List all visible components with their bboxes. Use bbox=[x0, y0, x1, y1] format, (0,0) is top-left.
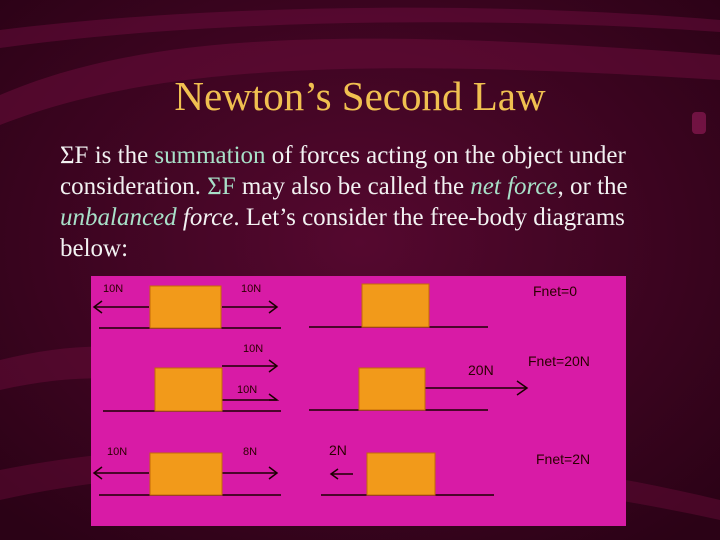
slide-body-text bbox=[60, 140, 660, 264]
block-3 bbox=[155, 368, 222, 411]
body-text-6: . Let’s consider the free-body diagrams below: bbox=[60, 204, 625, 262]
row2-net-force-label: Fnet=20N bbox=[528, 353, 590, 369]
sigma-f-highlight: ΣF bbox=[207, 173, 236, 200]
arrowhead bbox=[269, 394, 277, 400]
unbalanced-term: unbalanced bbox=[60, 204, 177, 231]
row1-left-force-label: 10N bbox=[103, 283, 124, 295]
block-6 bbox=[367, 453, 435, 495]
block-1 bbox=[150, 286, 221, 328]
net-force-term: net force bbox=[470, 173, 558, 200]
slide-title: Newton’s Second Law bbox=[174, 73, 546, 119]
diagrams-drawing bbox=[91, 276, 626, 526]
body-text-4: , or the bbox=[557, 173, 628, 200]
row3-left-force-2-label: 2N bbox=[329, 442, 347, 458]
force-term: force bbox=[182, 204, 234, 231]
row3-net-force-label: Fnet=2N bbox=[536, 451, 591, 467]
summation-highlight: summation bbox=[154, 142, 266, 169]
free-body-diagrams-panel bbox=[91, 276, 626, 526]
row2-top-force-label: 10N bbox=[243, 343, 264, 355]
row1-net-force-label: Fnet=0 bbox=[533, 283, 577, 299]
block-4 bbox=[359, 368, 425, 410]
row2-bottom-force-label: 10N bbox=[237, 384, 258, 396]
body-text-1: ΣF is the bbox=[60, 142, 155, 169]
body-text-2: of forces acting on the object under consideration. bbox=[60, 142, 626, 200]
block-2 bbox=[362, 284, 429, 327]
row3-right-force-label: 8N bbox=[243, 446, 258, 458]
row1-right-force-label: 10N bbox=[241, 283, 262, 295]
body-text-3: may also be called the bbox=[235, 173, 471, 200]
block-5 bbox=[150, 453, 222, 495]
row3-left-force-label: 10N bbox=[107, 446, 128, 458]
row2-right-force-label: 20N bbox=[468, 362, 494, 378]
